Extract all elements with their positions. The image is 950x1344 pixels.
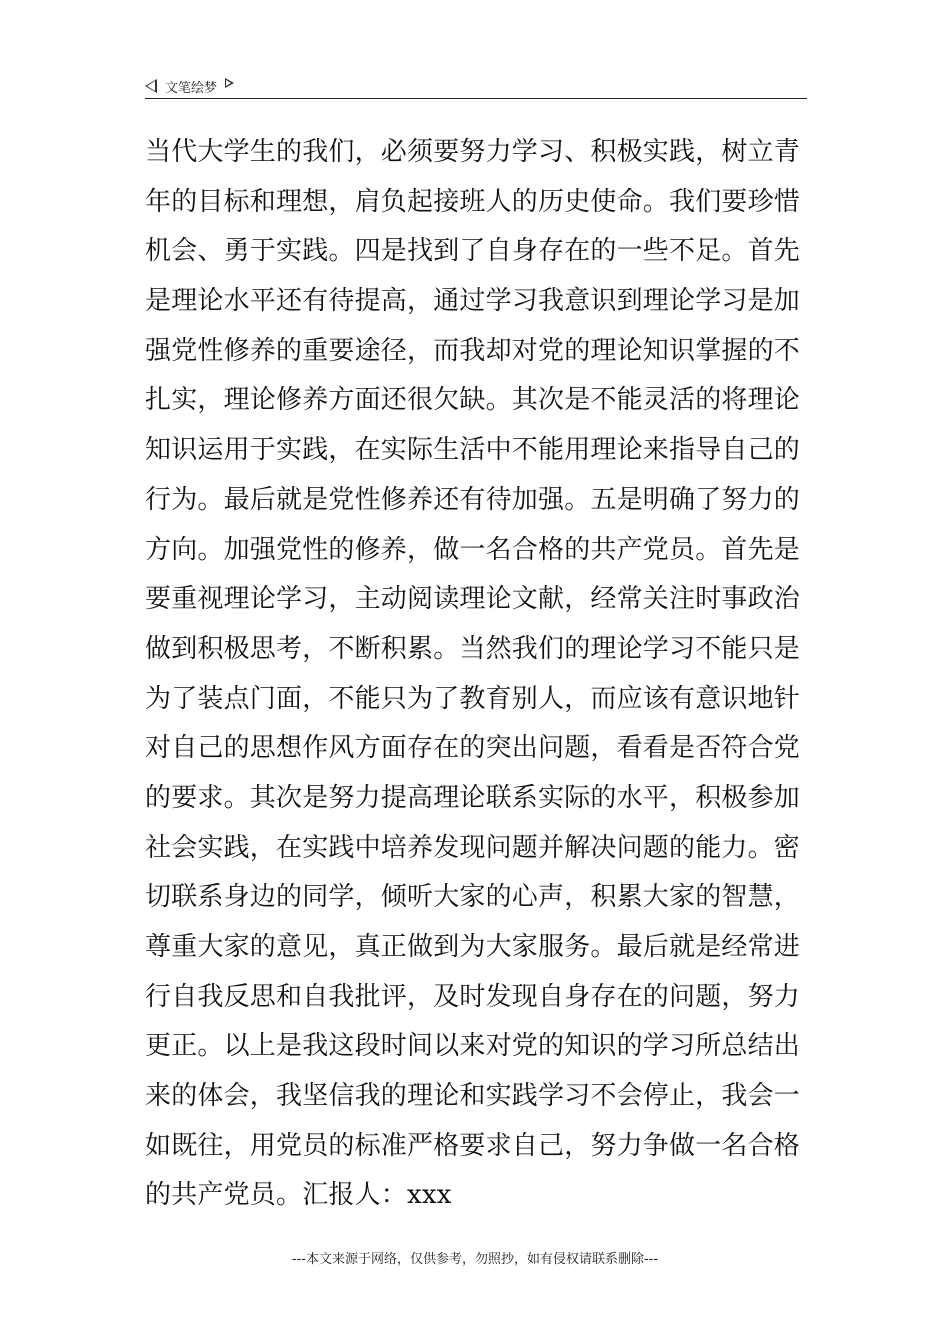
body-line: 的要求。其次是努力提高理论联系实际的水平，积极参加 (145, 782, 801, 813)
body-line: 做到积极思考，不断积累。当然我们的理论学习不能只是 (145, 633, 801, 664)
body-line: 的共产党员。汇报人：xxx (145, 1180, 452, 1211)
body-line: 行自我反思和自我批评，及时发现自身存在的问题，努力 (145, 981, 801, 1012)
page-header (145, 74, 807, 99)
header-title: 文笔绘梦 (165, 80, 218, 96)
footer-notice: ---本文来源于网络，仅供参考，勿照抄，如有侵权请联系删除--- (291, 1252, 659, 1267)
body-line: 切联系身边的同学，倾听大家的心声，积累大家的智慧， (145, 882, 801, 913)
body-line: 更正。以上是我这段时间以来对党的知识的学习所总结出 (145, 1031, 801, 1062)
body-line: 社会实践，在实践中培养发现问题并解决问题的能力。密 (145, 832, 801, 863)
body-line: 扎实，理论修养方面还很欠缺。其次是不能灵活的将理论 (145, 385, 801, 416)
body-line: 如既往，用党员的标准严格要求自己，努力争做一名合格 (145, 1130, 801, 1161)
body-line: 是理论水平还有待提高，通过学习我意识到理论学习是加 (145, 286, 801, 317)
left-triangle-icon (145, 79, 157, 93)
body-line: 机会、勇于实践。四是找到了自身存在的一些不足。首先 (145, 236, 801, 267)
body-line: 方向。加强党性的修养，做一名合格的共产党员。首先是 (145, 534, 801, 565)
body-line: 年的目标和理想，肩负起接班人的历史使命。我们要珍惜 (145, 186, 801, 217)
body-line: 尊重大家的意见，真正做到为大家服务。最后就是经常进 (145, 932, 801, 962)
body-line: 行为。最后就是党性修养还有待加强。五是明确了努力的 (145, 484, 801, 515)
body-line: 强党性修养的重要途径，而我却对党的理论知识掌握的不 (145, 335, 801, 366)
right-triangle-icon (225, 78, 234, 88)
body-line: 知识运用于实践，在实际生活中不能用理论来指导自己的 (145, 435, 801, 466)
document-body (145, 128, 809, 1221)
body-line: 为了装点门面，不能只为了教育别人，而应该有意识地针 (145, 683, 801, 714)
body-line: 当代大学生的我们，必须要努力学习、积极实践，树立青 (145, 137, 801, 167)
body-line: 来的体会，我坚信我的理论和实践学习不会停止，我会一 (145, 1081, 801, 1112)
body-line: 要重视理论学习，主动阅读理论文献，经常关注时事政治 (145, 584, 801, 615)
body-line: 对自己的思想作风方面存在的突出问题，看看是否符合党 (145, 733, 801, 764)
